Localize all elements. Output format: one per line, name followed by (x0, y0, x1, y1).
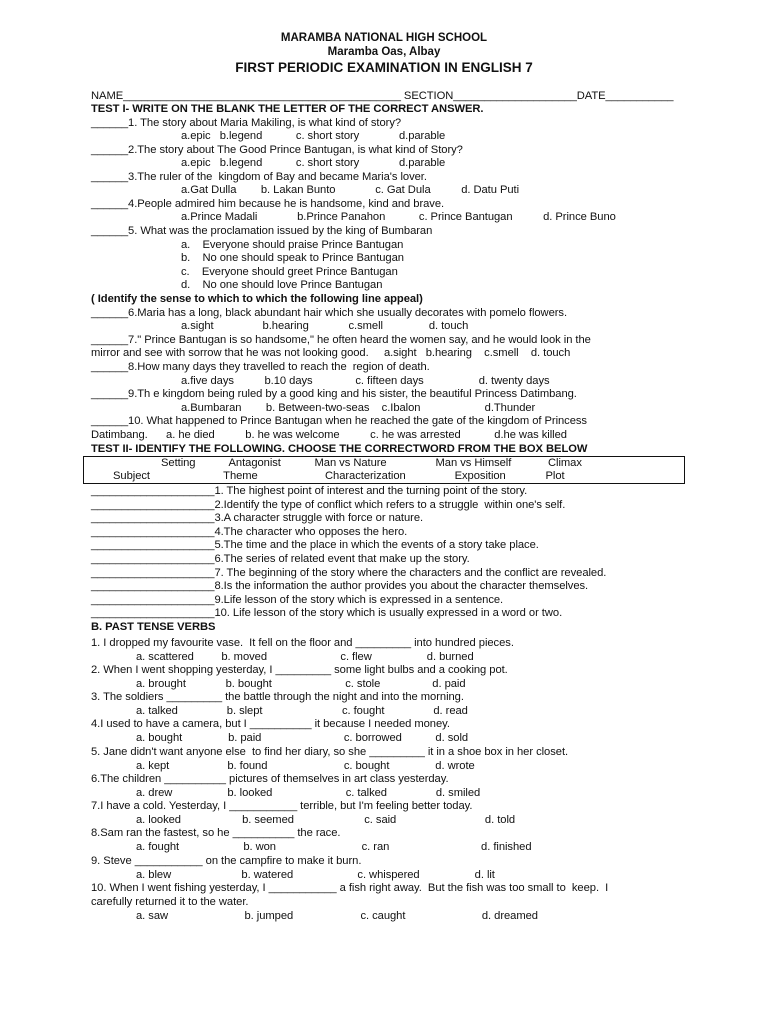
test2-item-1[interactable]: ____________________1. The highest point of interest and the turning point of the story. (91, 485, 528, 497)
test1-q10-line2: Datimbang. a. he died b. he was welcome c. he was arrested d.he was killed (91, 429, 567, 441)
past-q4[interactable]: 4.I used to have a camera, but I __________ it because I needed money. (91, 718, 450, 730)
test1-q5-option-c: c. Everyone should greet Prince Bantugan (181, 266, 398, 278)
test2-item-6[interactable]: ____________________6.The series of related event that make up the story. (91, 553, 470, 565)
test1-q2-options: a.epic b.legend c. short story d.parable (181, 157, 446, 169)
past-q10-options: a. saw b. jumped c. caught d. dreamed (136, 910, 538, 922)
test1-title: TEST I- WRITE ON THE BLANK THE LETTER OF THE CORRECT ANSWER. (91, 103, 484, 115)
test1-q6[interactable]: ______6.Maria has a long, black abundant hair which she usually decorates with pomelo flowers. (91, 307, 568, 319)
past-q10-line1[interactable]: 10. When I went fishing yesterday, I ___________ a fish right away. But the fish was too small to keep. I (91, 882, 609, 894)
test2-item-9[interactable]: ____________________9.Life lesson of the story which is expressed in a sentence. (91, 594, 504, 606)
test1-q7-line1[interactable]: ______7." Prince Bantugan is so handsome," he often heard the women say, and he would look in the (91, 334, 591, 346)
test1-q1-options: a.epic b.legend c. short story d.parable (181, 130, 446, 142)
word-box-row1: Setting Antagonist Man vs Nature Man vs Himself Climax (161, 457, 582, 469)
test2-item-7[interactable]: ____________________7. The beginning of the story where the characters and the conflict are revealed. (91, 567, 607, 579)
past-q5-options: a. kept b. found c. bought d. wrote (136, 760, 475, 772)
past-q1[interactable]: 1. I dropped my favourite vase. It fell on the floor and _________ into hundred pieces. (91, 637, 514, 649)
test1-q9[interactable]: ______9.Th e kingdom being ruled by a good king and his sister, the beautiful Princess Datimbang. (91, 388, 577, 400)
past-q9-options: a. blew b. watered c. whispered d. lit (136, 869, 495, 881)
sense-instruction: ( Identify the sense to which to which the following line appeal) (91, 293, 423, 305)
past-q7-options: a. looked b. seemed c. said d. told (136, 814, 516, 826)
past-q10-line2: carefully returned it to the water. (91, 896, 249, 908)
test1-q5-option-d: d. No one should love Prince Bantugan (181, 279, 383, 291)
past-q3-options: a. talked b. slept c. fought d. read (136, 705, 468, 717)
test2-item-4[interactable]: ____________________4.The character who opposes the hero. (91, 526, 408, 538)
past-q3[interactable]: 3. The soldiers _________ the battle through the night and into the morning. (91, 691, 464, 703)
past-q4-options: a. bought b. paid c. borrowed d. sold (136, 732, 469, 744)
test1-q8[interactable]: ______8.How many days they travelled to reach the region of death. (91, 361, 430, 373)
test2-item-3[interactable]: ____________________3.A character struggle with force or nature. (91, 512, 424, 524)
test1-q1[interactable]: ______1. The story about Maria Makiling, is what kind of story? (91, 117, 402, 129)
test1-q4[interactable]: ______4.People admired him because he is handsome, kind and brave. (91, 198, 445, 210)
past-q5[interactable]: 5. Jane didn't want anyone else to find her diary, so she _________ it in a shoe box in her closet. (91, 746, 569, 758)
test2-item-10[interactable]: ____________________10. Life lesson of the story which is usually expressed in a word or two. (91, 607, 563, 619)
test1-q5-option-b: b. No one should speak to Prince Bantugan (181, 252, 404, 264)
past-q6-options: a. drew b. looked c. talked d. smiled (136, 787, 481, 799)
test2-item-5[interactable]: ____________________5.The time and the place in which the events of a story take place. (91, 539, 539, 551)
past-q7[interactable]: 7.I have a cold. Yesterday, I ___________ terrible, but I'm feeling better today. (91, 800, 473, 812)
past-q8[interactable]: 8.Sam ran the fastest, so he __________ the race. (91, 827, 341, 839)
test1-q4-options: a.Prince Madali b.Prince Panahon c. Prince Bantugan d. Prince Buno (181, 211, 616, 223)
test1-q9-options: a.Bumbaran b. Between-two-seas c.Ibalon d.Thunder (181, 402, 536, 414)
test1-q5[interactable]: ______5. What was the proclamation issued by the king of Bumbaran (91, 225, 433, 237)
past-q2[interactable]: 2. When I went shopping yesterday, I _________ some light bulbs and a cooking pot. (91, 664, 508, 676)
test2-item-2[interactable]: ____________________2.Identify the type of conflict which refers to a struggle within one's self. (91, 499, 566, 511)
past-q1-options: a. scattered b. moved c. flew d. burned (136, 651, 474, 663)
test1-q3-options: a.Gat Dulla b. Lakan Bunto c. Gat Dula d. Datu Puti (181, 184, 520, 196)
past-q8-options: a. fought b. won c. ran d. finished (136, 841, 532, 853)
school-name: MARAMBA NATIONAL HIGH SCHOOL (280, 32, 488, 44)
test1-q5-option-a: a. Everyone should praise Prince Bantugan (181, 239, 404, 251)
school-location: Maramba Oas, Albay (327, 46, 441, 58)
test1-q3[interactable]: ______3.The ruler of the kingdom of Bay and became Maria's lover. (91, 171, 427, 183)
past-tense-title: B. PAST TENSE VERBS (91, 621, 216, 633)
past-q9[interactable]: 9. Steve ___________ on the campfire to make it burn. (91, 855, 362, 867)
exam-title: FIRST PERIODIC EXAMINATION IN ENGLISH 7 (235, 60, 533, 75)
test1-q6-options: a.sight b.hearing c.smell d. touch (181, 320, 469, 332)
test1-q10-line1[interactable]: ______10. What happened to Prince Bantugan when he reached the gate of the kingdom of Princess (91, 415, 587, 427)
test2-item-8[interactable]: ____________________8.Is the information the author provides you about the character themselves. (91, 580, 589, 592)
test1-q8-options: a.five days b.10 days c. fifteen days d. twenty days (181, 375, 550, 387)
word-box-row2: Subject Theme Characterization Exposition Plot (113, 470, 565, 482)
test1-q2[interactable]: ______2.The story about The Good Prince Bantugan, is what kind of Story? (91, 144, 463, 156)
student-info-line[interactable]: NAME_____________________________________________ SECTION____________________DATE___________ (91, 90, 674, 102)
past-q6[interactable]: 6.The children __________ pictures of themselves in art class yesterday. (91, 773, 449, 785)
test1-q7-line2: mirror and see with sorrow that he was not looking good. a.sight b.hearing c.smell d. touch (91, 347, 571, 359)
test2-title: TEST II- IDENTIFY THE FOLLOWING. CHOOSE THE CORRECTWORD FROM THE BOX BELOW (91, 443, 588, 455)
past-q2-options: a. brought b. bought c. stole d. paid (136, 678, 466, 690)
